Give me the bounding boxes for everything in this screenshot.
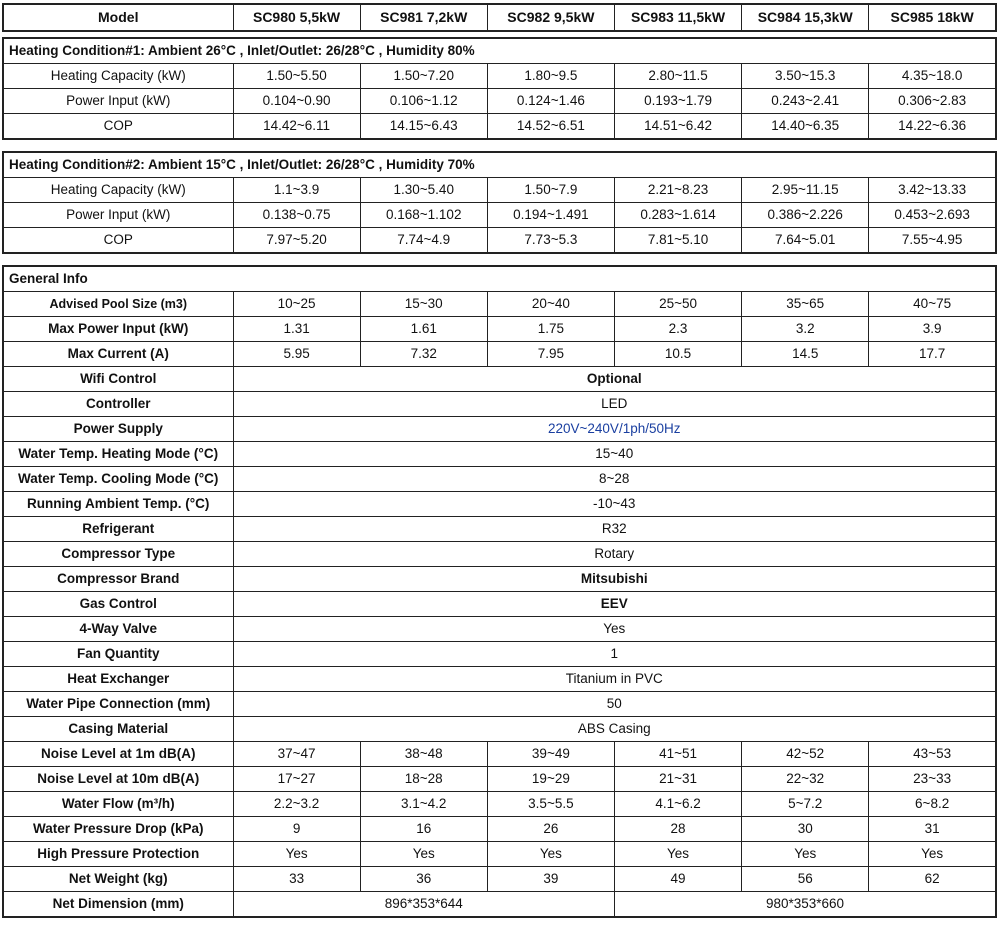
cell-value: 38~48	[360, 742, 487, 767]
table-row	[3, 617, 996, 642]
model-name: SC985 18kW	[869, 4, 996, 31]
cell-value: 7.73~5.3	[487, 228, 614, 254]
cell-value: 7.55~4.95	[869, 228, 996, 254]
row-label: Power Input (kW)	[3, 203, 233, 228]
cell-value: 41~51	[614, 742, 741, 767]
row-label: Net Weight (kg)	[3, 867, 233, 892]
cell-value: 22~32	[742, 767, 869, 792]
cell-value: 980*353*660	[614, 892, 996, 918]
cell-value: 2.80~11.5	[614, 64, 741, 89]
cell-value: EEV	[233, 592, 996, 617]
row-label: Wifi Control	[3, 367, 233, 392]
cell-value: 3.1~4.2	[360, 792, 487, 817]
cell-value: 1.1~3.9	[233, 178, 360, 203]
table-row	[3, 317, 996, 342]
cell-value: 20~40	[487, 292, 614, 317]
cell-value: 23~33	[869, 767, 996, 792]
row-label: Water Temp. Cooling Mode (°C)	[3, 467, 233, 492]
cell-value: Yes	[742, 842, 869, 867]
cell-value: 1.50~5.50	[233, 64, 360, 89]
cell-value: 1	[233, 642, 996, 667]
cell-value: Yes	[869, 842, 996, 867]
cell-value: Yes	[233, 842, 360, 867]
cell-value: 0.386~2.226	[742, 203, 869, 228]
cell-value: 7.74~4.9	[360, 228, 487, 254]
cell-value: 1.31	[233, 317, 360, 342]
cell-value: 0.453~2.693	[869, 203, 996, 228]
cell-value: 62	[869, 867, 996, 892]
cell-value: Titanium in PVC	[233, 667, 996, 692]
cell-value: 43~53	[869, 742, 996, 767]
model-name: SC980 5,5kW	[233, 4, 360, 31]
general-info-table	[2, 265, 997, 918]
cell-value: 31	[869, 817, 996, 842]
table-row	[3, 867, 996, 892]
cell-value: 896*353*644	[233, 892, 614, 918]
row-label: Casing Material	[3, 717, 233, 742]
cell-value: 14.15~6.43	[360, 114, 487, 140]
cell-value: Mitsubishi	[233, 567, 996, 592]
row-label: Refrigerant	[3, 517, 233, 542]
row-label: Noise Level at 1m dB(A)	[3, 742, 233, 767]
cell-value: ABS Casing	[233, 717, 996, 742]
cell-value: 28	[614, 817, 741, 842]
table-row	[3, 417, 996, 442]
cell-value: 0.194~1.491	[487, 203, 614, 228]
model-name: SC983 11,5kW	[614, 4, 741, 31]
cell-value: 9	[233, 817, 360, 842]
cell-value: 39	[487, 867, 614, 892]
cell-value: Yes	[487, 842, 614, 867]
cell-value: 21~31	[614, 767, 741, 792]
cell-value: 15~40	[233, 442, 996, 467]
cell-value: 25~50	[614, 292, 741, 317]
row-label: Heat Exchanger	[3, 667, 233, 692]
row-label: Power Input (kW)	[3, 89, 233, 114]
table-row	[3, 892, 996, 918]
cell-value: 7.81~5.10	[614, 228, 741, 254]
table-row	[3, 367, 996, 392]
table-row	[3, 742, 996, 767]
row-label: 4-Way Valve	[3, 617, 233, 642]
table-row	[3, 492, 996, 517]
cell-value: 14.22~6.36	[869, 114, 996, 140]
cell-value: 6~8.2	[869, 792, 996, 817]
cell-value: 14.42~6.11	[233, 114, 360, 140]
cell-value: 14.51~6.42	[614, 114, 741, 140]
row-label: Water Temp. Heating Mode (°C)	[3, 442, 233, 467]
cell-value: 0.243~2.41	[742, 89, 869, 114]
model-name: SC981 7,2kW	[360, 4, 487, 31]
cell-value: 0.193~1.79	[614, 89, 741, 114]
cell-value: 4.35~18.0	[869, 64, 996, 89]
row-label: High Pressure Protection	[3, 842, 233, 867]
cell-value: 15~30	[360, 292, 487, 317]
row-label: Water Pressure Drop (kPa)	[3, 817, 233, 842]
model-header-row	[3, 4, 996, 31]
table-row	[3, 114, 996, 140]
cell-value: 16	[360, 817, 487, 842]
table-row	[3, 89, 996, 114]
cell-value: 0.168~1.102	[360, 203, 487, 228]
cell-value: 14.52~6.51	[487, 114, 614, 140]
cell-value: 2.21~8.23	[614, 178, 741, 203]
row-label: Noise Level at 10m dB(A)	[3, 767, 233, 792]
row-label: Max Current (A)	[3, 342, 233, 367]
cell-value: 0.306~2.83	[869, 89, 996, 114]
row-label: Water Flow (m³/h)	[3, 792, 233, 817]
section-title: General Info	[3, 266, 996, 292]
cell-value: 18~28	[360, 767, 487, 792]
table-row	[3, 692, 996, 717]
row-label: Power Supply	[3, 417, 233, 442]
table-row	[3, 567, 996, 592]
table-row	[3, 178, 996, 203]
table-row	[3, 64, 996, 89]
cell-value: 39~49	[487, 742, 614, 767]
row-label: Heating Capacity (kW)	[3, 178, 233, 203]
cell-value: Yes	[614, 842, 741, 867]
row-label: Water Pipe Connection (mm)	[3, 692, 233, 717]
cell-value: 1.50~7.20	[360, 64, 487, 89]
table-row	[3, 292, 996, 317]
row-label: Max Power Input (kW)	[3, 317, 233, 342]
cell-value: 42~52	[742, 742, 869, 767]
row-label: Compressor Type	[3, 542, 233, 567]
table-row	[3, 667, 996, 692]
cell-value: 1.75	[487, 317, 614, 342]
cell-value: 7.95	[487, 342, 614, 367]
cell-value: LED	[233, 392, 996, 417]
cell-value: 3.5~5.5	[487, 792, 614, 817]
table-row	[3, 842, 996, 867]
row-label: Controller	[3, 392, 233, 417]
cell-value: -10~43	[233, 492, 996, 517]
cell-value: 35~65	[742, 292, 869, 317]
cell-value: 7.97~5.20	[233, 228, 360, 254]
cell-value: 0.124~1.46	[487, 89, 614, 114]
cell-value: 1.30~5.40	[360, 178, 487, 203]
table-row	[3, 642, 996, 667]
cell-value: 220V~240V/1ph/50Hz	[233, 417, 996, 442]
cell-value: 36	[360, 867, 487, 892]
heating-condition-1-table	[2, 37, 997, 140]
table-row	[3, 517, 996, 542]
cell-value: 50	[233, 692, 996, 717]
table-row	[3, 592, 996, 617]
cell-value: 2.2~3.2	[233, 792, 360, 817]
table-row	[3, 542, 996, 567]
cell-value: 1.80~9.5	[487, 64, 614, 89]
cell-value: 14.40~6.35	[742, 114, 869, 140]
row-label: Compressor Brand	[3, 567, 233, 592]
row-label: Running Ambient Temp. (°C)	[3, 492, 233, 517]
section-title: Heating Condition#2: Ambient 15°C , Inlet/Outlet: 26/28°C , Humidity 70%	[3, 152, 996, 178]
cell-value: 33	[233, 867, 360, 892]
cell-value: 56	[742, 867, 869, 892]
cell-value: 7.64~5.01	[742, 228, 869, 254]
row-label: COP	[3, 228, 233, 254]
cell-value: 5.95	[233, 342, 360, 367]
model-label: Model	[3, 4, 233, 31]
row-label: Gas Control	[3, 592, 233, 617]
cell-value: 3.50~15.3	[742, 64, 869, 89]
cell-value: 49	[614, 867, 741, 892]
table-row	[3, 467, 996, 492]
cell-value: 19~29	[487, 767, 614, 792]
row-label: Heating Capacity (kW)	[3, 64, 233, 89]
table-row	[3, 792, 996, 817]
row-label: Net Dimension (mm)	[3, 892, 233, 918]
model-header-table	[2, 3, 997, 32]
cell-value: 0.106~1.12	[360, 89, 487, 114]
cell-value: Optional	[233, 367, 996, 392]
cell-value: 17.7	[869, 342, 996, 367]
cell-value: 40~75	[869, 292, 996, 317]
cell-value: 37~47	[233, 742, 360, 767]
cell-value: 7.32	[360, 342, 487, 367]
cell-value: 2.95~11.15	[742, 178, 869, 203]
cell-value: 0.138~0.75	[233, 203, 360, 228]
cell-value: 5~7.2	[742, 792, 869, 817]
cell-value: 3.2	[742, 317, 869, 342]
table-row	[3, 442, 996, 467]
table-row	[3, 392, 996, 417]
row-label: Fan Quantity	[3, 642, 233, 667]
cell-value: 3.9	[869, 317, 996, 342]
cell-value: 14.5	[742, 342, 869, 367]
heating-condition-2-table	[2, 151, 997, 254]
cell-value: 30	[742, 817, 869, 842]
cell-value: 17~27	[233, 767, 360, 792]
row-label: COP	[3, 114, 233, 140]
cell-value: Yes	[360, 842, 487, 867]
model-name: SC982 9,5kW	[487, 4, 614, 31]
cell-value: 1.61	[360, 317, 487, 342]
cell-value: 8~28	[233, 467, 996, 492]
table-row	[3, 342, 996, 367]
row-label: Advised Pool Size (m3)	[3, 292, 233, 317]
cell-value: 1.50~7.9	[487, 178, 614, 203]
cell-value: 0.104~0.90	[233, 89, 360, 114]
table-row	[3, 203, 996, 228]
table-row	[3, 717, 996, 742]
table-row	[3, 228, 996, 254]
cell-value: 2.3	[614, 317, 741, 342]
model-name: SC984 15,3kW	[742, 4, 869, 31]
section-title: Heating Condition#1: Ambient 26°C , Inlet/Outlet: 26/28°C , Humidity 80%	[3, 38, 996, 64]
cell-value: R32	[233, 517, 996, 542]
cell-value: 3.42~13.33	[869, 178, 996, 203]
cell-value: Rotary	[233, 542, 996, 567]
cell-value: Yes	[233, 617, 996, 642]
cell-value: 26	[487, 817, 614, 842]
cell-value: 10~25	[233, 292, 360, 317]
cell-value: 4.1~6.2	[614, 792, 741, 817]
cell-value: 0.283~1.614	[614, 203, 741, 228]
cell-value: 10.5	[614, 342, 741, 367]
table-row	[3, 767, 996, 792]
table-row	[3, 817, 996, 842]
